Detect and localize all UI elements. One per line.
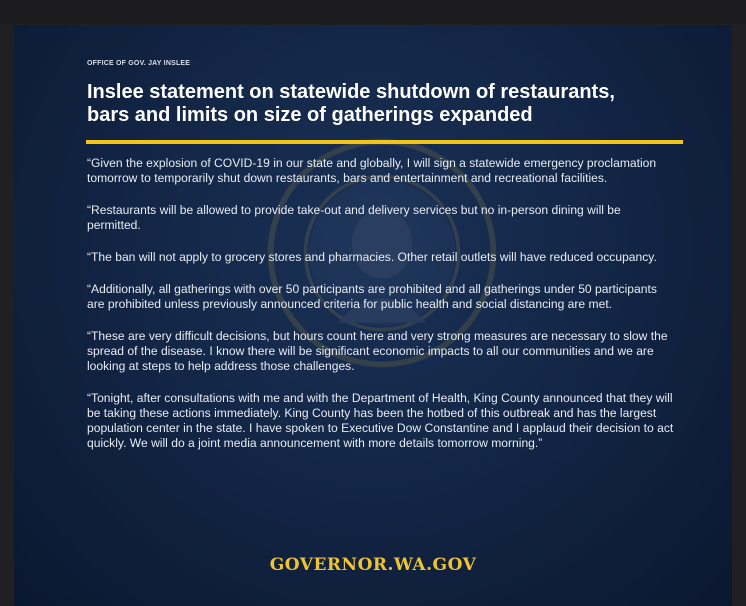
footer-url: GOVERNOR.WA.GOV: [269, 555, 477, 575]
paragraph: “Additionally, all gatherings with over 50 participants are prohibited and all gatherings under 50 participants are prohibited unless previously announced criteria for public health and social distancing are met.: [87, 282, 657, 311]
paragraph: “These are very difficult decisions, but hours count here and very strong measures are necessary to slow the spread of the disease. I know there will be significant economic impacts to all our communities and we are looking at steps to help address those challenges.: [87, 329, 668, 373]
top-bar: [0, 0, 746, 24]
office-label: OFFICE OF GOV. JAY INSLEE: [87, 60, 191, 67]
accent-rule: [86, 140, 683, 144]
headline: Inslee statement on statewide shutdown of restaurants, bars and limits on size of gatherings expanded: [87, 81, 615, 126]
paragraph: “Tonight, after consultations with me and with the Department of Health, King County announced that they will be taking these actions immediately. King County has been the hotbed of this outbreak and has the largest population center in the state. I have spoken to Executive Dow Constantine and I applaud their decision to act quickly. We will do a joint media announcement with more details tomorrow morning.”: [87, 391, 674, 450]
paragraph: “The ban will not apply to grocery stores and pharmacies. Other retail outlets will have reduced occupancy.: [87, 250, 657, 264]
statement-card: [14, 25, 732, 606]
paragraph: “Restaurants will be allowed to provide take-out and delivery services but no in-person dining will be permitted.: [87, 203, 621, 232]
paragraph: “Given the explosion of COVID-19 in our state and globally, I will sign a statewide emergency proclamation tomorrow to temporarily shut down restaurants, bars and entertainment and recreational facilities.: [87, 156, 657, 185]
statement-body: [87, 156, 677, 468]
